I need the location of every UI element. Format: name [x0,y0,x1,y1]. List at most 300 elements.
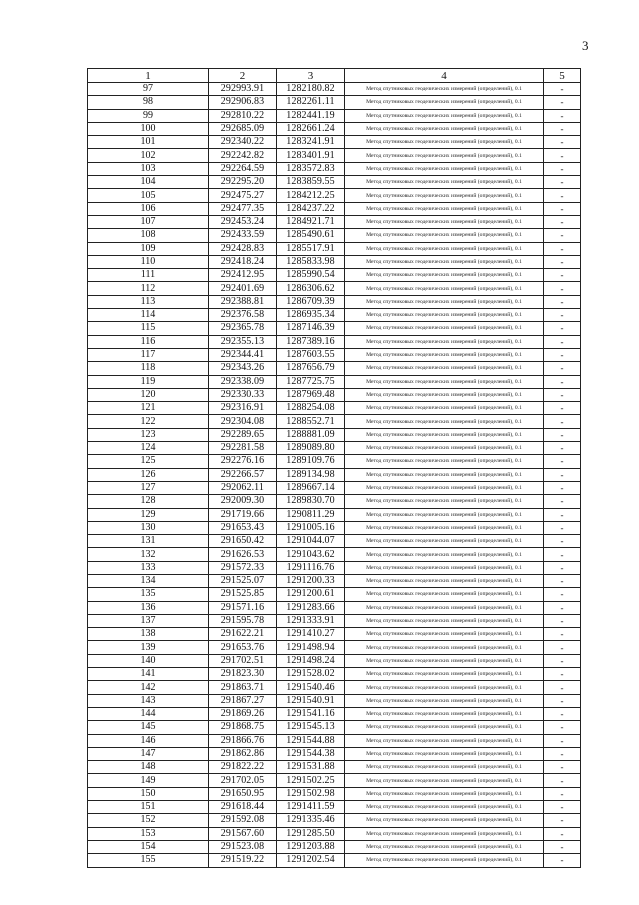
y-coordinate-cell: 1291200.61 [277,588,345,601]
column-5-cell: - [544,322,581,335]
x-coordinate-cell: 291702.51 [209,654,277,667]
table-row [88,521,581,534]
y-coordinate-cell: 1291502.98 [277,787,345,800]
x-coordinate-cell: 291650.42 [209,535,277,548]
point-number-cell: 142 [88,681,209,694]
table-row [88,827,581,840]
method-cell: Метод спутниковых геодезических измерений (определений), 0.1 [345,614,544,627]
method-cell: Метод спутниковых геодезических измерений (определений), 0.1 [345,840,544,853]
y-coordinate-cell: 1291005.16 [277,521,345,534]
table-row [88,96,581,109]
table-row [88,561,581,574]
y-coordinate-cell: 1288254.08 [277,402,345,415]
x-coordinate-cell: 291595.78 [209,614,277,627]
x-coordinate-cell: 291523.08 [209,840,277,853]
point-number-cell: 128 [88,495,209,508]
method-cell: Метод спутниковых геодезических измерений (определений), 0.1 [345,335,544,348]
column-5-cell: - [544,215,581,228]
table-row [88,309,581,322]
y-coordinate-cell: 1291333.91 [277,614,345,627]
method-cell: Метод спутниковых геодезических измерений (определений), 0.1 [345,761,544,774]
table-row [88,721,581,734]
point-number-cell: 119 [88,375,209,388]
method-cell: Метод спутниковых геодезических измерений (определений), 0.1 [345,495,544,508]
column-5-cell: - [544,189,581,202]
y-coordinate-cell: 1287656.79 [277,362,345,375]
column-5-cell: - [544,535,581,548]
point-number-cell: 126 [88,468,209,481]
point-number-cell: 124 [88,442,209,455]
x-coordinate-cell: 292906.83 [209,96,277,109]
column-5-cell: - [544,455,581,468]
x-coordinate-cell: 292264.59 [209,162,277,175]
y-coordinate-cell: 1287969.48 [277,388,345,401]
point-number-cell: 129 [88,508,209,521]
column-5-cell: - [544,149,581,162]
point-number-cell: 131 [88,535,209,548]
method-cell: Метод спутниковых геодезических измерений (определений), 0.1 [345,402,544,415]
y-coordinate-cell: 1291411.59 [277,801,345,814]
x-coordinate-cell: 292344.41 [209,348,277,361]
column-5-cell: - [544,255,581,268]
x-coordinate-cell: 291862.86 [209,747,277,760]
method-cell: Метод спутниковых геодезических измерений (определений), 0.1 [345,122,544,135]
point-number-cell: 130 [88,521,209,534]
table-row [88,495,581,508]
point-number-cell: 110 [88,255,209,268]
column-5-cell: - [544,176,581,189]
header-col-5: 5 [544,69,581,83]
method-cell: Метод спутниковых геодезических измерений (определений), 0.1 [345,548,544,561]
y-coordinate-cell: 1291044.07 [277,535,345,548]
y-coordinate-cell: 1282661.24 [277,122,345,135]
column-5-cell: - [544,774,581,787]
method-cell: Метод спутниковых геодезических измерений (определений), 0.1 [345,481,544,494]
table-row [88,255,581,268]
x-coordinate-cell: 292295.20 [209,176,277,189]
point-number-cell: 154 [88,840,209,853]
table-row [88,628,581,641]
y-coordinate-cell: 1289667.14 [277,481,345,494]
table-row [88,162,581,175]
method-cell: Метод спутниковых геодезических измерений (определений), 0.1 [345,162,544,175]
point-number-cell: 133 [88,561,209,574]
method-cell: Метод спутниковых геодезических измерений (определений), 0.1 [345,269,544,282]
table-row [88,229,581,242]
table-row [88,442,581,455]
table-row [88,415,581,428]
point-number-cell: 144 [88,707,209,720]
point-number-cell: 121 [88,402,209,415]
x-coordinate-cell: 292388.81 [209,295,277,308]
y-coordinate-cell: 1291116.76 [277,561,345,574]
x-coordinate-cell: 292428.83 [209,242,277,255]
y-coordinate-cell: 1291498.94 [277,641,345,654]
column-5-cell: - [544,641,581,654]
point-number-cell: 111 [88,269,209,282]
column-5-cell: - [544,428,581,441]
column-5-cell: - [544,787,581,800]
column-5-cell: - [544,854,581,867]
x-coordinate-cell: 292266.57 [209,468,277,481]
column-5-cell: - [544,282,581,295]
column-5-cell: - [544,694,581,707]
y-coordinate-cell: 1289109.76 [277,455,345,468]
method-cell: Метод спутниковых геодезических измерений (определений), 0.1 [345,215,544,228]
x-coordinate-cell: 292343.26 [209,362,277,375]
column-5-cell: - [544,668,581,681]
y-coordinate-cell: 1291541.16 [277,707,345,720]
column-5-cell: - [544,83,581,96]
table-row [88,375,581,388]
x-coordinate-cell: 291653.43 [209,521,277,534]
x-coordinate-cell: 291702.05 [209,774,277,787]
point-number-cell: 99 [88,109,209,122]
table-row [88,535,581,548]
column-5-cell: - [544,481,581,494]
y-coordinate-cell: 1286935.34 [277,309,345,322]
point-number-cell: 134 [88,574,209,587]
x-coordinate-cell: 292062.11 [209,481,277,494]
x-coordinate-cell: 292281.58 [209,442,277,455]
column-5-cell: - [544,801,581,814]
x-coordinate-cell: 291866.76 [209,734,277,747]
point-number-cell: 98 [88,96,209,109]
table-row [88,681,581,694]
x-coordinate-cell: 292810.22 [209,109,277,122]
method-cell: Метод спутниковых геодезических измерений (определений), 0.1 [345,668,544,681]
column-5-cell: - [544,375,581,388]
point-number-cell: 143 [88,694,209,707]
y-coordinate-cell: 1291540.46 [277,681,345,694]
y-coordinate-cell: 1291531.88 [277,761,345,774]
y-coordinate-cell: 1291545.13 [277,721,345,734]
column-5-cell: - [544,242,581,255]
y-coordinate-cell: 1285490.61 [277,229,345,242]
method-cell: Метод спутниковых геодезических измерений (определений), 0.1 [345,641,544,654]
y-coordinate-cell: 1282261.11 [277,96,345,109]
point-number-cell: 125 [88,455,209,468]
method-cell: Метод спутниковых геодезических измерений (определений), 0.1 [345,827,544,840]
column-5-cell: - [544,402,581,415]
method-cell: Метод спутниковых геодезических измерений (определений), 0.1 [345,787,544,800]
column-5-cell: - [544,761,581,774]
column-5-cell: - [544,681,581,694]
column-5-cell: - [544,747,581,760]
table-row [88,574,581,587]
method-cell: Метод спутниковых геодезических измерений (определений), 0.1 [345,428,544,441]
column-5-cell: - [544,109,581,122]
method-cell: Метод спутниковых геодезических измерений (определений), 0.1 [345,442,544,455]
x-coordinate-cell: 292412.95 [209,269,277,282]
table-row [88,641,581,654]
y-coordinate-cell: 1291502.25 [277,774,345,787]
y-coordinate-cell: 1285833.98 [277,255,345,268]
x-coordinate-cell: 292316.91 [209,402,277,415]
method-cell: Метод спутниковых геодезических измерений (определений), 0.1 [345,295,544,308]
y-coordinate-cell: 1288552.71 [277,415,345,428]
column-5-cell: - [544,348,581,361]
table-row [88,335,581,348]
method-cell: Метод спутниковых геодезических измерений (определений), 0.1 [345,229,544,242]
x-coordinate-cell: 291519.22 [209,854,277,867]
point-number-cell: 101 [88,136,209,149]
y-coordinate-cell: 1291202.54 [277,854,345,867]
point-number-cell: 141 [88,668,209,681]
x-coordinate-cell: 291571.16 [209,601,277,614]
table-row [88,176,581,189]
x-coordinate-cell: 291622.21 [209,628,277,641]
y-coordinate-cell: 1289830.70 [277,495,345,508]
method-cell: Метод спутниковых геодезических измерений (определений), 0.1 [345,202,544,215]
point-number-cell: 118 [88,362,209,375]
point-number-cell: 117 [88,348,209,361]
column-5-cell: - [544,335,581,348]
y-coordinate-cell: 1290811.29 [277,508,345,521]
point-number-cell: 153 [88,827,209,840]
method-cell: Метод спутниковых геодезических измерений (определений), 0.1 [345,628,544,641]
point-number-cell: 103 [88,162,209,175]
y-coordinate-cell: 1287725.75 [277,375,345,388]
method-cell: Метод спутниковых геодезических измерений (определений), 0.1 [345,801,544,814]
point-number-cell: 100 [88,122,209,135]
y-coordinate-cell: 1287603.55 [277,348,345,361]
x-coordinate-cell: 291618.44 [209,801,277,814]
point-number-cell: 148 [88,761,209,774]
table-row [88,109,581,122]
column-5-cell: - [544,707,581,720]
point-number-cell: 155 [88,854,209,867]
y-coordinate-cell: 1285990.54 [277,269,345,282]
x-coordinate-cell: 292376.58 [209,309,277,322]
point-number-cell: 108 [88,229,209,242]
y-coordinate-cell: 1291540.91 [277,694,345,707]
column-5-cell: - [544,840,581,853]
x-coordinate-cell: 291525.85 [209,588,277,601]
method-cell: Метод спутниковых геодезических измерений (определений), 0.1 [345,455,544,468]
y-coordinate-cell: 1283241.91 [277,136,345,149]
column-5-cell: - [544,588,581,601]
point-number-cell: 120 [88,388,209,401]
y-coordinate-cell: 1282441.19 [277,109,345,122]
table-row [88,787,581,800]
x-coordinate-cell: 291719.66 [209,508,277,521]
table-row [88,402,581,415]
method-cell: Метод спутниковых геодезических измерений (определений), 0.1 [345,854,544,867]
method-cell: Метод спутниковых геодезических измерений (определений), 0.1 [345,561,544,574]
x-coordinate-cell: 291823.30 [209,668,277,681]
column-5-cell: - [544,561,581,574]
x-coordinate-cell: 291868.75 [209,721,277,734]
column-5-cell: - [544,309,581,322]
point-number-cell: 146 [88,734,209,747]
table-row [88,242,581,255]
column-5-cell: - [544,628,581,641]
point-number-cell: 139 [88,641,209,654]
table-row [88,707,581,720]
method-cell: Метод спутниковых геодезических измерений (определений), 0.1 [345,348,544,361]
y-coordinate-cell: 1287389.16 [277,335,345,348]
table-row [88,694,581,707]
method-cell: Метод спутниковых геодезических измерений (определений), 0.1 [345,574,544,587]
y-coordinate-cell: 1291203.88 [277,840,345,853]
column-5-cell: - [544,721,581,734]
table-row [88,468,581,481]
point-number-cell: 136 [88,601,209,614]
y-coordinate-cell: 1286709.39 [277,295,345,308]
point-number-cell: 150 [88,787,209,800]
x-coordinate-cell: 291525.07 [209,574,277,587]
y-coordinate-cell: 1286306.62 [277,282,345,295]
point-number-cell: 127 [88,481,209,494]
column-5-cell: - [544,468,581,481]
table-row [88,854,581,867]
table-row [88,136,581,149]
method-cell: Метод спутниковых геодезических измерений (определений), 0.1 [345,309,544,322]
x-coordinate-cell: 291650.95 [209,787,277,800]
method-cell: Метод спутниковых геодезических измерений (определений), 0.1 [345,654,544,667]
table-row [88,801,581,814]
column-5-cell: - [544,362,581,375]
y-coordinate-cell: 1291498.24 [277,654,345,667]
table-row [88,747,581,760]
table-row [88,455,581,468]
point-number-cell: 137 [88,614,209,627]
table-row [88,761,581,774]
table-row [88,840,581,853]
x-coordinate-cell: 292685.09 [209,122,277,135]
point-number-cell: 138 [88,628,209,641]
method-cell: Метод спутниковых геодезических измерений (определений), 0.1 [345,96,544,109]
point-number-cell: 149 [88,774,209,787]
table-row [88,202,581,215]
coordinates-table [87,68,581,868]
table-row [88,614,581,627]
x-coordinate-cell: 292401.69 [209,282,277,295]
y-coordinate-cell: 1282180.82 [277,83,345,96]
y-coordinate-cell: 1291283.66 [277,601,345,614]
table-row [88,734,581,747]
method-cell: Метод спутниковых геодезических измерений (определений), 0.1 [345,83,544,96]
y-coordinate-cell: 1283401.91 [277,149,345,162]
x-coordinate-cell: 292289.65 [209,428,277,441]
method-cell: Метод спутниковых геодезических измерений (определений), 0.1 [345,136,544,149]
table-row [88,149,581,162]
header-col-2: 2 [209,69,277,83]
column-5-cell: - [544,508,581,521]
method-cell: Метод спутниковых геодезических измерений (определений), 0.1 [345,747,544,760]
y-coordinate-cell: 1291043.62 [277,548,345,561]
y-coordinate-cell: 1289134.98 [277,468,345,481]
x-coordinate-cell: 292993.91 [209,83,277,96]
table-row [88,814,581,827]
table-row [88,269,581,282]
point-number-cell: 97 [88,83,209,96]
column-5-cell: - [544,162,581,175]
y-coordinate-cell: 1284237.22 [277,202,345,215]
point-number-cell: 116 [88,335,209,348]
table-row [88,588,581,601]
column-5-cell: - [544,295,581,308]
table-row [88,295,581,308]
method-cell: Метод спутниковых геодезических измерений (определений), 0.1 [345,375,544,388]
column-5-cell: - [544,122,581,135]
x-coordinate-cell: 291867.27 [209,694,277,707]
method-cell: Метод спутниковых геодезических измерений (определений), 0.1 [345,322,544,335]
point-number-cell: 112 [88,282,209,295]
table-row [88,548,581,561]
column-5-cell: - [544,229,581,242]
x-coordinate-cell: 291863.71 [209,681,277,694]
column-5-cell: - [544,202,581,215]
point-number-cell: 113 [88,295,209,308]
point-number-cell: 122 [88,415,209,428]
column-5-cell: - [544,601,581,614]
point-number-cell: 145 [88,721,209,734]
table-row [88,348,581,361]
y-coordinate-cell: 1291528.02 [277,668,345,681]
column-5-cell: - [544,269,581,282]
method-cell: Метод спутниковых геодезических измерений (определений), 0.1 [345,508,544,521]
column-5-cell: - [544,495,581,508]
point-number-cell: 107 [88,215,209,228]
y-coordinate-cell: 1285517.91 [277,242,345,255]
x-coordinate-cell: 292477.35 [209,202,277,215]
x-coordinate-cell: 291626.53 [209,548,277,561]
column-5-cell: - [544,734,581,747]
method-cell: Метод спутниковых геодезических измерений (определений), 0.1 [345,189,544,202]
x-coordinate-cell: 292475.27 [209,189,277,202]
y-coordinate-cell: 1287146.39 [277,322,345,335]
x-coordinate-cell: 291653.76 [209,641,277,654]
point-number-cell: 115 [88,322,209,335]
table-header-row [88,69,581,83]
point-number-cell: 106 [88,202,209,215]
y-coordinate-cell: 1283572.83 [277,162,345,175]
method-cell: Метод спутниковых геодезических измерений (определений), 0.1 [345,109,544,122]
x-coordinate-cell: 292338.09 [209,375,277,388]
x-coordinate-cell: 292330.33 [209,388,277,401]
table-row [88,388,581,401]
method-cell: Метод спутниковых геодезических измерений (определений), 0.1 [345,707,544,720]
column-5-cell: - [544,614,581,627]
method-cell: Метод спутниковых геодезических измерений (определений), 0.1 [345,521,544,534]
point-number-cell: 123 [88,428,209,441]
method-cell: Метод спутниковых геодезических измерений (определений), 0.1 [345,415,544,428]
table-row [88,601,581,614]
y-coordinate-cell: 1284212.25 [277,189,345,202]
method-cell: Метод спутниковых геодезических измерений (определений), 0.1 [345,176,544,189]
column-5-cell: - [544,388,581,401]
column-5-cell: - [544,574,581,587]
y-coordinate-cell: 1291544.88 [277,734,345,747]
point-number-cell: 140 [88,654,209,667]
method-cell: Метод спутниковых геодезических измерений (определений), 0.1 [345,774,544,787]
point-number-cell: 132 [88,548,209,561]
method-cell: Метод спутниковых геодезических измерений (определений), 0.1 [345,535,544,548]
table-row [88,668,581,681]
x-coordinate-cell: 292340.22 [209,136,277,149]
method-cell: Метод спутниковых геодезических измерений (определений), 0.1 [345,149,544,162]
method-cell: Метод спутниковых геодезических измерений (определений), 0.1 [345,601,544,614]
table-row [88,481,581,494]
method-cell: Метод спутниковых геодезических измерений (определений), 0.1 [345,362,544,375]
x-coordinate-cell: 291822.22 [209,761,277,774]
y-coordinate-cell: 1288881.09 [277,428,345,441]
column-5-cell: - [544,96,581,109]
y-coordinate-cell: 1291335.46 [277,814,345,827]
column-5-cell: - [544,521,581,534]
